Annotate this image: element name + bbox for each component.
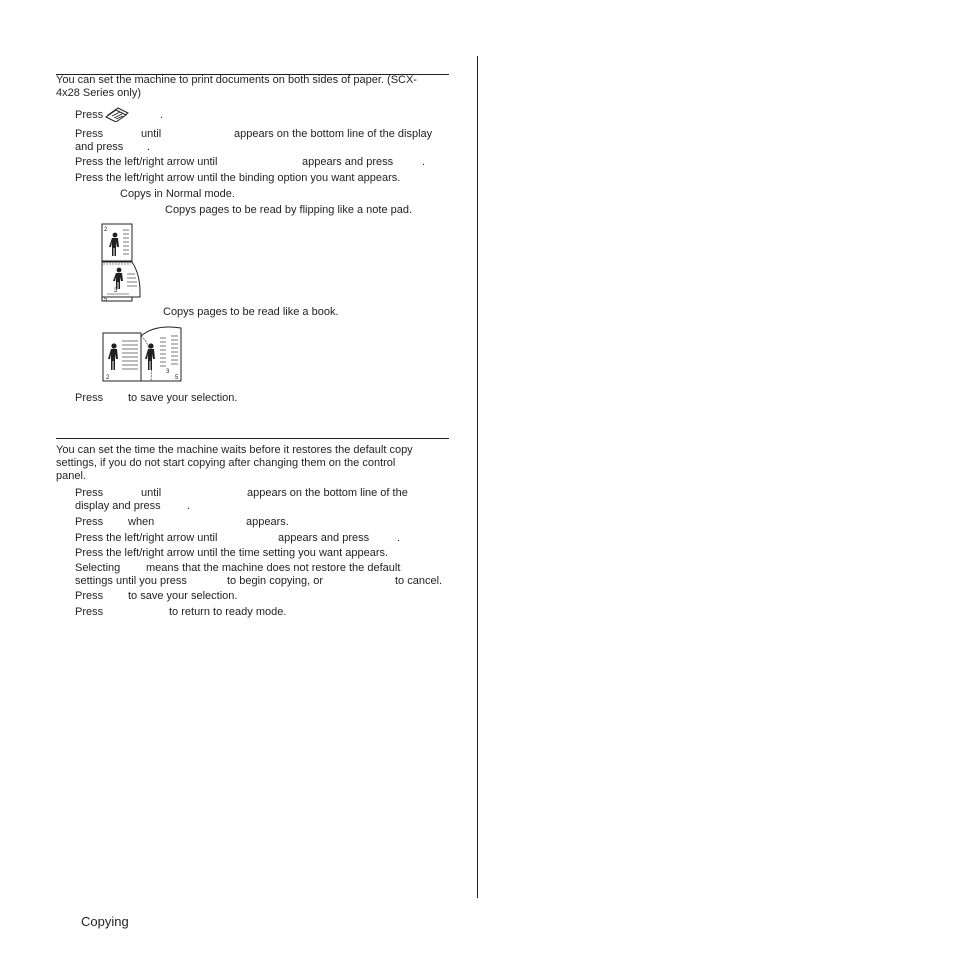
option-short-edge-desc: Copys pages to be read by flipping like a note pad. — [165, 204, 413, 216]
t-step7-rest: to return to ready mode. — [169, 606, 287, 618]
step2-dot: . — [147, 141, 151, 153]
timeout-intro-line-3: panel. — [56, 470, 86, 482]
step3-text: Press the left/right arrow until — [75, 156, 218, 168]
section-rule-timeout — [56, 438, 449, 439]
short-edge-page-bottom-number: 5 — [104, 297, 108, 303]
step3-appears: appears and press — [302, 156, 394, 168]
long-edge-page-right-number-a: 3 — [166, 369, 170, 375]
short-edge-page-mid-number: 3 — [114, 288, 118, 294]
duplex-intro-line-1: You can set the machine to print documents on both sides of paper. (SCX- — [56, 74, 417, 86]
t-step4-text: Press the left/right arrow until the time setting you want appears. — [75, 547, 389, 559]
step1-dot: . — [160, 109, 164, 121]
t-step2-press: Press — [75, 516, 104, 528]
short-edge-binding-illustration — [99, 222, 145, 304]
option-normal-desc: Copys in Normal mode. — [120, 188, 235, 200]
t-step3-dot: . — [397, 532, 401, 544]
timeout-intro-line-2: settings, if you do not start copying after changing them on the control — [56, 457, 396, 469]
duplex-intro-line-2: 4x28 Series only) — [56, 87, 141, 99]
t-step7-press: Press — [75, 606, 104, 618]
step2-and-press: and press — [75, 141, 124, 153]
step2-appears: appears on the bottom line of the display — [234, 128, 433, 140]
step2-until: until — [141, 128, 162, 140]
short-edge-page-top-number: 2 — [104, 227, 108, 233]
t-step3-appears: appears and press — [278, 532, 370, 544]
timeout-intro-line-1: You can set the time the machine waits before it restores the default copy — [56, 444, 413, 456]
t-step5-means: means that the machine does not restore the default — [146, 562, 401, 574]
step1-press: Press — [75, 109, 104, 121]
t-step2-when: when — [128, 516, 155, 528]
t-step1-appears: appears on the bottom line of the — [247, 487, 408, 499]
step2-press: Press — [75, 128, 104, 140]
long-edge-page-left-number: 2 — [106, 375, 110, 381]
t-step5-cancel: to cancel. — [395, 575, 443, 587]
t-step2-appears: appears. — [246, 516, 289, 528]
t-step6-rest: to save your selection. — [128, 590, 238, 602]
t-step1-until: until — [141, 487, 162, 499]
step4-text: Press the left/right arrow until the binding option you want appears. — [75, 172, 401, 184]
step5-rest: to save your selection. — [128, 392, 238, 404]
long-edge-binding-illustration — [100, 326, 184, 384]
copy-button-icon — [104, 106, 130, 122]
t-step1-dot: . — [187, 500, 191, 512]
step5-press: Press — [75, 392, 104, 404]
long-edge-page-right-number-b: 5 — [175, 375, 179, 381]
t-step5-begin: to begin copying, or — [227, 575, 324, 587]
footer-section-name: Copying — [81, 914, 129, 929]
t-step1-display: display and press — [75, 500, 161, 512]
t-step5-selecting: Selecting — [75, 562, 121, 574]
option-long-edge-desc: Copys pages to be read like a book. — [163, 306, 339, 318]
t-step1-press: Press — [75, 487, 104, 499]
t-step6-press: Press — [75, 590, 104, 602]
column-divider — [477, 56, 478, 898]
t-step3-text: Press the left/right arrow until — [75, 532, 218, 544]
step3-dot: . — [422, 156, 426, 168]
t-step5-settings: settings until you press — [75, 575, 187, 587]
